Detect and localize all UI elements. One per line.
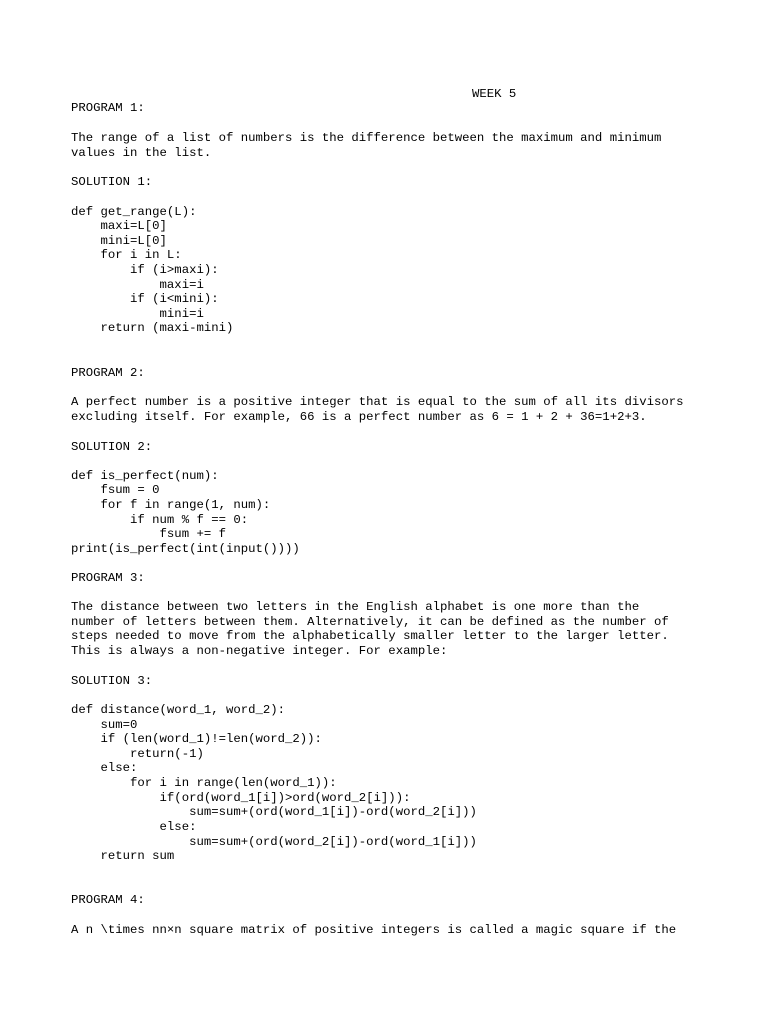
program-2-text-line: A perfect number is a positive integer that is equal to the sum of all its divisors [71, 395, 684, 409]
code-line: if num % f == 0: [71, 513, 249, 527]
solution-2-heading: SOLUTION 2: [71, 440, 153, 454]
code-line: def distance(word_1, word_2): [71, 703, 286, 717]
code-line: if (i<mini): [71, 292, 219, 306]
program-1-text-line: values in the list. [71, 146, 212, 160]
code-line: if(ord(word_1[i])>ord(word_2[i])): [71, 791, 411, 805]
program-2-text-line: excluding itself. For example, 66 is a perfect number as 6 = 1 + 2 + 36=1+2+3. [71, 410, 647, 424]
code-line: print(is_perfect(int(input()))) [71, 542, 300, 556]
code-line: sum=sum+(ord(word_1[i])-ord(word_2[i])) [71, 805, 477, 819]
program-3-text-line: number of letters between them. Alternatively, it can be defined as the number of [71, 615, 669, 629]
code-line: for i in L: [71, 248, 182, 262]
page-title: WEEK 5 [472, 87, 517, 101]
code-line: if (i>maxi): [71, 263, 219, 277]
code-line: for i in range(len(word_1)): [71, 776, 337, 790]
program-4-text-line: A n \times nn×n square matrix of positive integers is called a magic square if the [71, 923, 677, 937]
code-line: return(-1) [71, 747, 204, 761]
program-1-heading: PROGRAM 1: [71, 101, 145, 115]
program-3-text-line: The distance between two letters in the English alphabet is one more than the [71, 600, 640, 614]
code-line: sum=sum+(ord(word_2[i])-ord(word_1[i])) [71, 835, 477, 849]
code-line: fsum = 0 [71, 483, 160, 497]
code-line: mini=L[0] [71, 234, 167, 248]
program-4-heading: PROGRAM 4: [71, 893, 145, 907]
code-line: else: [71, 761, 138, 775]
code-line: maxi=L[0] [71, 219, 167, 233]
code-line: def is_perfect(num): [71, 469, 219, 483]
program-2-heading: PROGRAM 2: [71, 366, 145, 380]
code-line: else: [71, 820, 197, 834]
code-line: if (len(word_1)!=len(word_2)): [71, 732, 322, 746]
solution-3-heading: SOLUTION 3: [71, 674, 153, 688]
code-line: return (maxi-mini) [71, 321, 234, 335]
code-line: mini=i [71, 307, 204, 321]
program-3-heading: PROGRAM 3: [71, 571, 145, 585]
code-line: def get_range(L): [71, 205, 197, 219]
program-3-text-line: steps needed to move from the alphabetically smaller letter to the larger letter. [71, 629, 669, 643]
code-line: fsum += f [71, 527, 226, 541]
code-line: return sum [71, 849, 175, 863]
program-3-text-line: This is always a non-negative integer. For example: [71, 644, 448, 658]
program-1-text-line: The range of a list of numbers is the difference between the maximum and minimum [71, 131, 662, 145]
code-line: for f in range(1, num): [71, 498, 271, 512]
code-line: sum=0 [71, 718, 138, 732]
solution-1-heading: SOLUTION 1: [71, 175, 153, 189]
code-line: maxi=i [71, 278, 204, 292]
